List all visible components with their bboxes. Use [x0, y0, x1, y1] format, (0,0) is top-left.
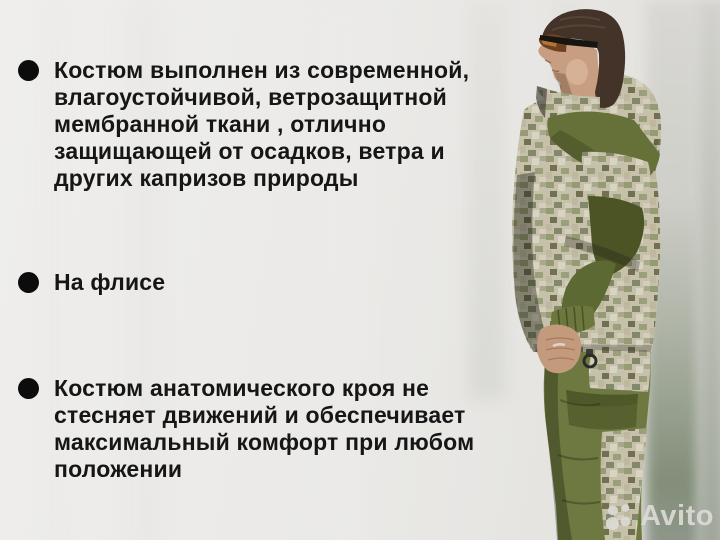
jacket-group — [512, 73, 661, 356]
feature-item — [18, 269, 516, 296]
feature-text: Костюм анатомического кроя не стесняет движений и обеспечивает максимальный комфорт при любом положении — [54, 375, 475, 482]
avito-brand-text: Avito — [640, 500, 714, 532]
feature-item — [18, 375, 516, 483]
avito-logo-icon — [604, 501, 636, 533]
bullet-dot-icon — [18, 378, 39, 399]
bullet-dot-icon — [18, 272, 39, 293]
bullet-dot-icon — [18, 60, 39, 81]
feature-item — [18, 57, 516, 192]
feature-text: Костюм выполнен из современной, влагоустойчивой, ветрозащитной мембранной ткани , отлично защищающей от осадков, ветра и других капризов природы — [54, 57, 470, 191]
avito-watermark — [604, 500, 714, 533]
feature-text: На флисе — [54, 269, 166, 295]
